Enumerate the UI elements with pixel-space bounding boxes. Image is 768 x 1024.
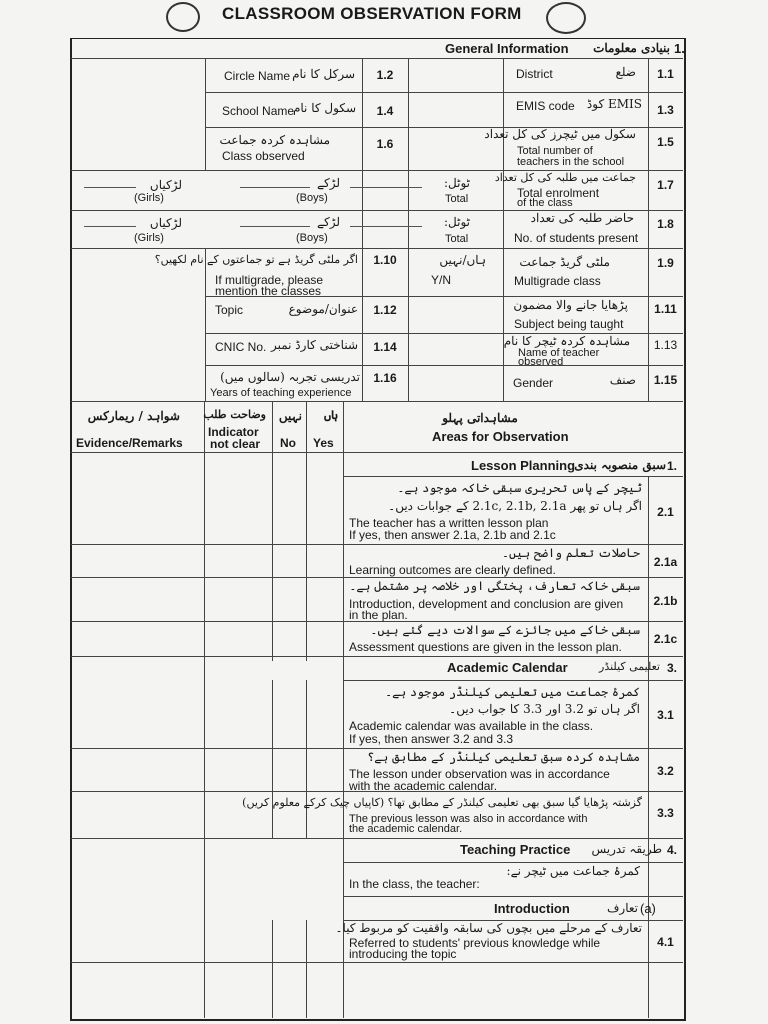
field-1-8-label: No. of students present [514, 231, 639, 245]
field-1-6-number: 1.6 [376, 137, 394, 151]
field-1-9-number: 1.9 [657, 256, 674, 270]
field-1-16-input[interactable] [408, 365, 503, 401]
item-2-1-urdu-line1: ٹیچر کے پاس تحریری سبقی خاکہ موجود ہے۔ [397, 481, 642, 495]
field-1-8-boys: (Boys) [296, 232, 328, 244]
field-1-10-number: 1.10 [373, 253, 397, 267]
col-yes: Yes [313, 436, 334, 450]
field-1-15-number: 1.15 [653, 373, 678, 387]
field-1-6-label: Class observed [222, 149, 305, 163]
field-1-10-label-line1: If multigrade, please [215, 273, 324, 287]
item-2-1c-urdu: سبقی خاکے میں جائزے کے سوالات دیے گئے ہیں۔ [370, 623, 640, 637]
item-2-1b-en-line1: Introduction, development and conclusion are given [349, 597, 624, 611]
left-logo-emblem [166, 2, 200, 32]
item-2-1-urdu-line2: اگر ہاں تو پھر 2.1c, 2.1b, 2.1a کے جوابات دیں۔ [388, 499, 642, 513]
field-1-8-number: 1.8 [657, 217, 674, 231]
item-2-1-en-line2: If yes, then answer 2.1a, 2.1b and 2.1c [349, 528, 556, 542]
col-no-urdu: نہیں [278, 409, 302, 423]
field-1-7-label-line1: Total enrolment [517, 186, 600, 200]
field-1-14-label: CNIC No. [215, 340, 267, 354]
field-1-7-total-urdu: ٹوٹل: [443, 176, 470, 190]
field-1-3-number: 1.3 [657, 103, 674, 117]
item-3-1-urdu-line1: کمرۂ جماعت میں تعلیمی کیلنڈر موجود ہے۔ [385, 685, 640, 699]
field-1-9-yn: Y/N [431, 273, 452, 287]
section-academic-calendar-number: 3. [667, 661, 678, 675]
col-indicator-line1: Indicator [208, 425, 259, 439]
form-title: CLASSROOM OBSERVATION FORM [222, 4, 522, 23]
field-1-11-label: Subject being taught [514, 317, 624, 331]
item-3-2-number: 3.2 [657, 764, 674, 778]
field-1-14-label-urdu: شناختی کارڈ نمبر [270, 338, 358, 352]
field-1-7-boys: (Boys) [296, 192, 328, 204]
indicator-column-lesson-planning[interactable] [205, 476, 272, 661]
section-teaching-practice: Teaching Practice [460, 842, 571, 857]
field-1-16-label: Years of teaching experience [210, 387, 352, 399]
field-1-12-label: Topic [215, 303, 244, 317]
field-1-5-label-line1: Total number of [517, 145, 593, 157]
field-1-9-label: Multigrade class [514, 274, 601, 288]
field-1-7-label-urdu: جماعت میں طلبہ کی کل تعداد [494, 171, 636, 184]
item-2-1a-number: 2.1a [653, 555, 678, 569]
field-1-5-label-urdu: سکول میں ٹیچرز کی کل تعداد [484, 127, 636, 141]
section1-title: General Information [445, 41, 569, 56]
field-1-14-number: 1.14 [373, 340, 397, 354]
field-1-13-label-line2: observed [518, 356, 564, 368]
item-3-1-en-line2: If yes, then answer 3.2 and 3.3 [349, 732, 514, 746]
field-1-13-label-line1: Name of teacher [518, 347, 600, 359]
field-1-7-girls-urdu: لڑکیاں [149, 178, 182, 192]
field-1-8-girls: (Girls) [134, 232, 164, 244]
no-column-lesson-planning[interactable] [273, 476, 306, 661]
field-1-11-number: 1.11 [654, 302, 677, 316]
item-4-1-number: 4.1 [657, 935, 674, 949]
field-1-6-label-urdu: مشاہدہ کردہ جماعت [219, 133, 330, 147]
field-1-10-label-line2: mention the classes [215, 284, 322, 298]
field-1-12-number: 1.12 [373, 303, 397, 317]
item-3-3-urdu: گزشتہ پڑھایا گیا سبق بھی تعلیمی کیلنڈر کے مطابق تھا؟ (کاپیاں چیک کرکے معلوم کریں) [242, 796, 642, 809]
section-lesson-planning: Lesson Planning [471, 458, 576, 473]
item-3-3-en-line1: The previous lesson was also in accordance with [349, 813, 588, 825]
field-1-8-total: Total [445, 233, 469, 245]
item-3-1-number: 3.1 [657, 708, 674, 722]
section-academic-calendar-urdu: تعلیمی کیلنڈر [599, 660, 660, 673]
field-1-15-label-urdu: صنف [609, 373, 636, 387]
col-yes-urdu: ہاں [323, 408, 338, 422]
section1-number: 1. [674, 41, 685, 56]
item-2-1b-urdu: سبقی خاکہ تعارف، پختگی اور خلاصہ پر مشتمل ہے۔ [349, 579, 640, 593]
field-1-5-label-line2: teachers in the school [517, 156, 625, 168]
field-1-7-boys-urdu: لڑکے [316, 176, 340, 190]
teaching-practice-intro-urdu: کمرۂ جماعت میں ٹیچر نے: [506, 864, 640, 878]
section-teaching-practice-urdu: طریقہ تدریس [591, 842, 662, 856]
field-1-8-boys-urdu: لڑکے [316, 215, 340, 229]
col-evidence-urdu: شواہد / ریمارکس [87, 409, 180, 423]
field-1-12-label-urdu: عنوان/موضوع [288, 302, 358, 316]
item-2-1a-en: Learning outcomes are clearly defined. [349, 563, 556, 577]
col-areas: Areas for Observation [432, 429, 569, 444]
col-indicator-line2: not clear [210, 437, 261, 451]
field-1-4-label: School Name [222, 104, 295, 118]
yes-column-lesson-planning[interactable] [307, 476, 343, 661]
field-1-2-label: Circle Name [224, 69, 291, 83]
field-1-1-number: 1.1 [657, 67, 674, 81]
item-4-1-en-line1: Referred to students' previous knowledge while [349, 936, 601, 950]
col-areas-urdu: مشاہداتی پہلو [442, 411, 518, 425]
item-3-2-en-line2: with the academic calendar. [349, 779, 498, 793]
field-1-13-number: 1.13 [653, 338, 678, 352]
field-1-1-label: District [516, 67, 553, 81]
section-academic-calendar: Academic Calendar [447, 660, 568, 675]
field-1-3-label-urdu: EMIS کوڈ [586, 97, 642, 111]
section-lesson-planning-number: 1. [667, 459, 678, 473]
item-3-1-en-line1: Academic calendar was available in the class. [349, 719, 594, 733]
field-1-7-number: 1.7 [657, 178, 674, 192]
col-no: No [280, 436, 296, 450]
item-2-1c-number: 2.1c [653, 632, 678, 646]
field-1-5-number: 1.5 [657, 135, 674, 149]
field-1-8-label-urdu: حاضر طلبہ کی تعداد [530, 211, 634, 225]
col-indicator-urdu: وضاحت طلب [203, 408, 266, 421]
field-1-2-input[interactable] [408, 58, 503, 92]
field-1-4-input[interactable] [408, 92, 503, 127]
field-1-15-label: Gender [513, 376, 554, 390]
item-2-1b-number: 2.1b [653, 594, 678, 608]
item-2-1a-urdu: حاصلات تعلم واضح ہیں۔ [501, 546, 640, 560]
section-teaching-practice-number: 4. [667, 843, 678, 857]
col-evidence: Evidence/Remarks [76, 436, 183, 450]
item-3-1-urdu-line2: اگر ہاں تو 3.2 اور 3.3 کا جواب دیں۔ [449, 702, 640, 716]
section-introduction-urdu: تعارف [606, 901, 638, 915]
field-1-7-total: Total [445, 193, 469, 205]
field-1-7-girls: (Girls) [134, 192, 164, 204]
item-4-1-urdu: تعارف کے مرحلے میں بچوں کی سابقہ واقفیت کو مربوط کیا۔ [335, 921, 642, 935]
right-logo-emblem [546, 2, 586, 34]
field-1-7-label-line2: of the class [517, 197, 573, 209]
item-4-1-en-line2: introducing the topic [349, 947, 457, 961]
field-1-8-total-urdu: ٹوٹل: [443, 215, 470, 229]
field-1-4-number: 1.4 [376, 104, 394, 118]
field-1-2-label-urdu: سرکل کا نام [292, 67, 355, 81]
field-1-1-input[interactable] [503, 58, 648, 92]
field-1-3-label: EMIS code [516, 99, 575, 113]
field-1-6-input[interactable] [408, 127, 503, 170]
field-1-16-number: 1.16 [373, 371, 397, 385]
section-introduction: Introduction [494, 901, 570, 916]
section-lesson-planning-urdu: سبق منصوبہ بندی [574, 458, 666, 472]
evidence-remarks-column[interactable] [72, 476, 204, 1016]
field-1-16-label-urdu: تدریسی تجربہ (سالوں میں) [220, 370, 360, 384]
field-1-4-label-urdu: سکول کا نام [292, 101, 356, 115]
field-1-8-girls-urdu: لڑکیاں [149, 216, 182, 230]
field-1-11-label-urdu: پڑھایا جانے والا مضمون [513, 298, 628, 312]
field-1-13-label-urdu: مشاہدہ کردہ ٹیچر کا نام [503, 334, 630, 348]
field-1-1-label-urdu: ضلع [615, 65, 636, 79]
field-1-2-number: 1.2 [376, 68, 394, 82]
section-introduction-letter: (a) [640, 901, 656, 916]
item-3-3-number: 3.3 [657, 806, 674, 820]
item-2-1-number: 2.1 [657, 505, 674, 519]
field-1-9-yn-urdu: ہاں/نہیں [439, 253, 486, 267]
item-3-2-en-line1: The lesson under observation was in accordance [349, 767, 610, 781]
teaching-practice-intro-en: In the class, the teacher: [349, 877, 480, 891]
item-2-1c-en: Assessment questions are given in the lesson plan. [349, 640, 622, 654]
item-2-1b-en-line2: in the plan. [349, 608, 408, 622]
section1-title-urdu: بنیادی معلومات [593, 41, 670, 55]
field-1-12-input[interactable] [408, 296, 503, 333]
field-1-9-label-urdu: ملٹی گریڈ جماعت [519, 255, 610, 269]
item-2-1-en-line1: The teacher has a written lesson plan [349, 516, 549, 530]
field-1-10-label-urdu: اگر ملٹی گریڈ ہے تو جماعتوں کے نام لکھیں؟ [154, 253, 358, 266]
field-1-14-input[interactable] [408, 333, 503, 365]
item-3-2-urdu: مشاہدہ کردہ سبق تعلیمی کیلنڈر کے مطابق ہے؟ [367, 750, 640, 764]
item-3-3-en-line2: the academic calendar. [349, 823, 463, 835]
